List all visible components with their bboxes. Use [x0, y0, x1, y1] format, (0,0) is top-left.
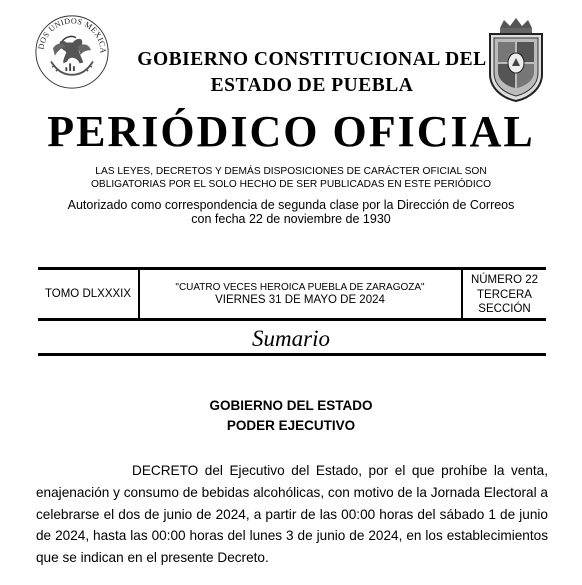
- issue-box-top-rule: [38, 267, 546, 270]
- city-motto: "CUATRO VECES HEROICA PUEBLA DE ZARAGOZA": [175, 282, 425, 293]
- issue-number: NÚMERO 22: [470, 274, 539, 286]
- mexico-national-seal-icon: [34, 14, 110, 90]
- section-line1: TERCERA: [477, 289, 532, 301]
- authorization-line1: Autorizado como correspondencia de segunda clase por la Dirección de Correos: [67, 198, 515, 212]
- section-heading-line2: PODER EJECUTIVO: [226, 418, 356, 433]
- decree-summary-paragraph: DECRETO del Ejecutivo del Estado, por el que prohíbe la venta, enajenación y consumo de bebidas alcohólicas, con motivo de la Jornada Electoral a celebrarse el dos de junio de 2024, a partir de las 00:00 horas del sábado 1 de junio de 2024, hasta las 00:00 horas del lunes 3 de junio de 2024, en los establecimientos que se indican en el presente Decreto.: [36, 463, 548, 566]
- government-name-line2: ESTADO DE PUEBLA: [210, 75, 414, 96]
- authorization-line2: con fecha 22 de noviembre de 1930: [191, 212, 391, 226]
- page-title: PERIÓDICO OFICIAL: [47, 107, 535, 156]
- summary-rule: [38, 353, 546, 356]
- legal-notice-line2: OBLIGATORIAS POR EL SOLO HECHO DE SER PUBLICADAS EN ESTE PERIÓDICO: [90, 179, 492, 190]
- issue-box-bottom-rule: [38, 318, 546, 321]
- government-name-line1: GOBIERNO CONSTITUCIONAL DEL: [137, 49, 487, 70]
- section-line2: SECCIÓN: [478, 303, 531, 315]
- tomo-label: TOMO DLXXXIX: [44, 288, 132, 300]
- issue-date: VIERNES 31 DE MAYO DE 2024: [215, 294, 385, 306]
- section-heading-line1: GOBIERNO DEL ESTADO: [209, 398, 373, 413]
- legal-notice-line1: LAS LEYES, DECRETOS Y DEMÁS DISPOSICIONES DE CARÁCTER OFICIAL SON: [95, 166, 487, 177]
- summary-heading: Sumario: [252, 326, 330, 351]
- seal-text: DOS UNIDOS MEXICA: [36, 16, 108, 54]
